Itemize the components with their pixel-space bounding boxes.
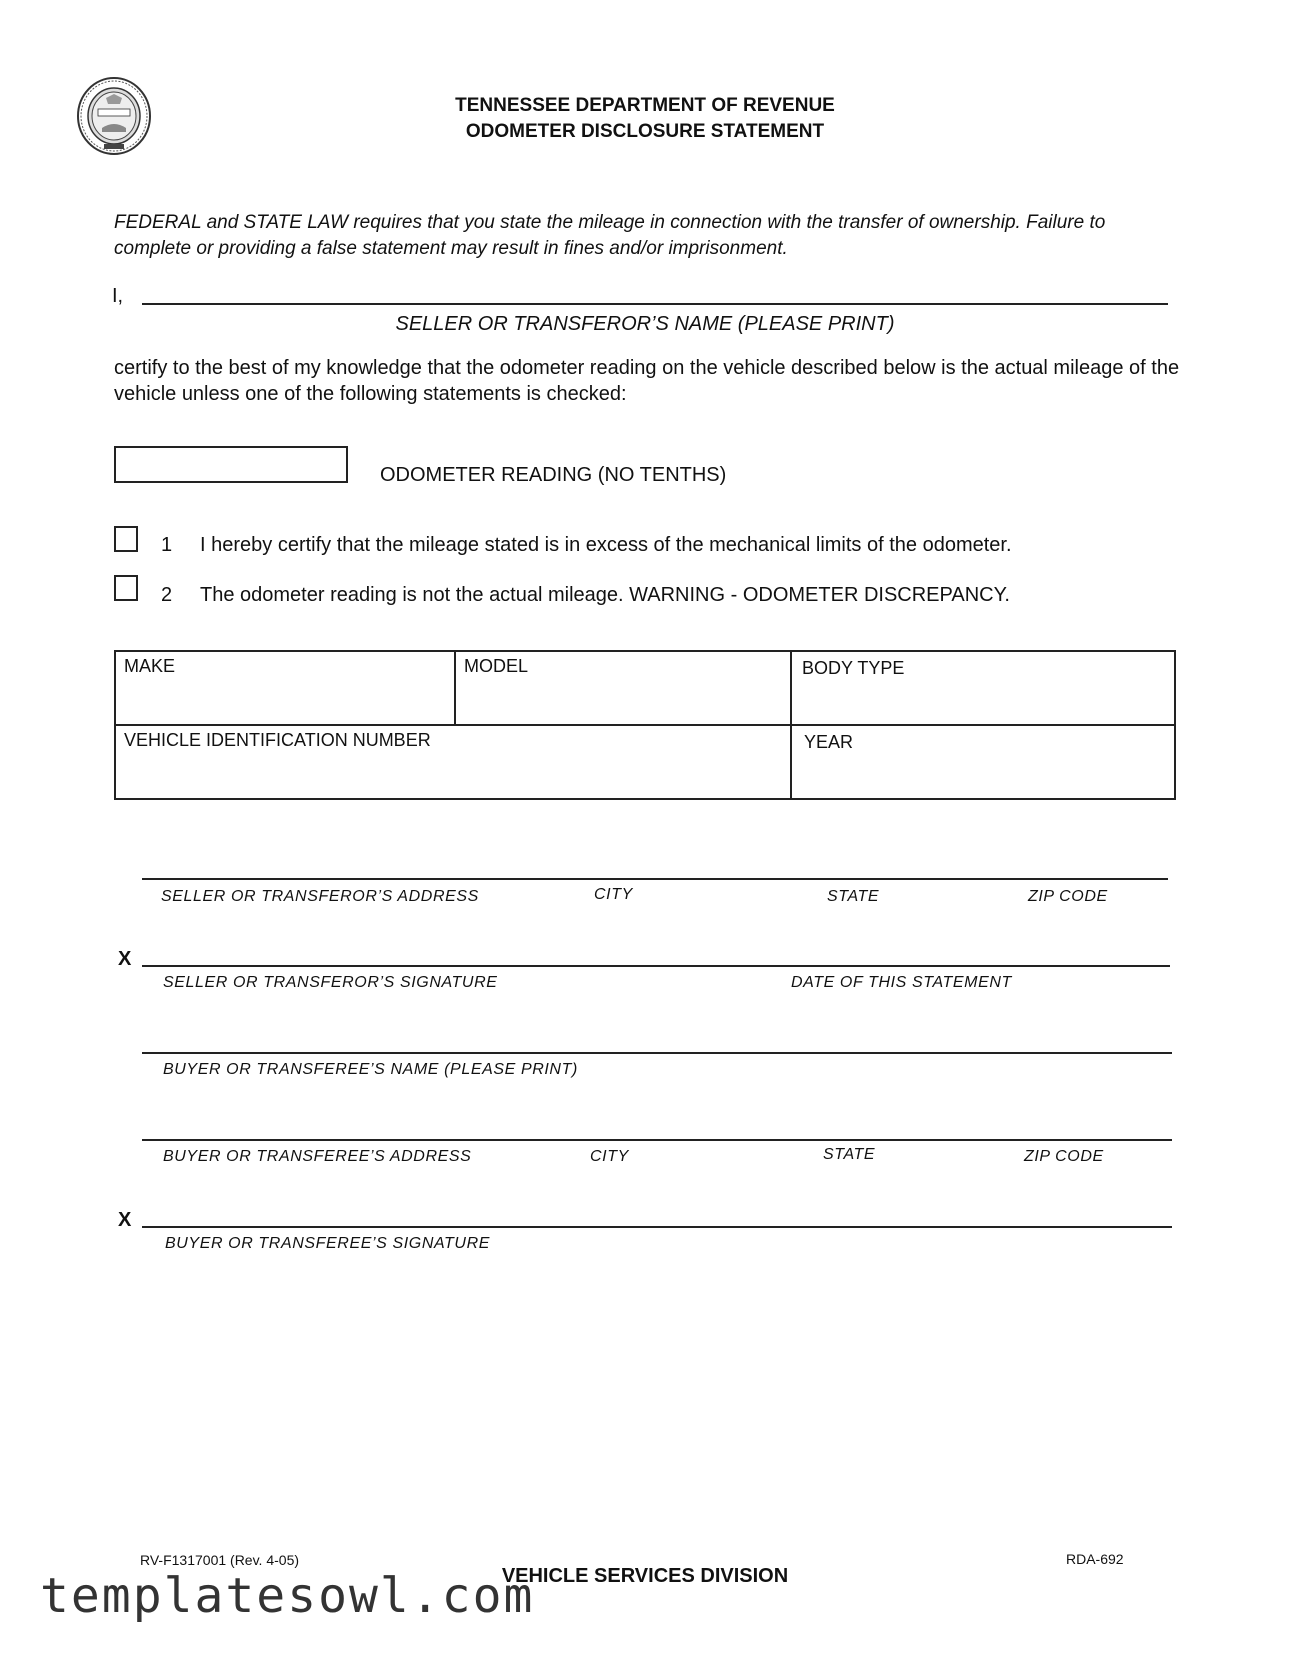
- make-cell[interactable]: [116, 652, 456, 726]
- statement-2-checkbox[interactable]: [114, 575, 138, 601]
- department-title: TENNESSEE DEPARTMENT OF REVENUE: [455, 95, 835, 116]
- model-cell[interactable]: [456, 652, 792, 726]
- body-type-label: BODY TYPE: [802, 658, 905, 678]
- buyer-zip-label: ZIP CODE: [1024, 1148, 1104, 1165]
- buyer-city-label: CITY: [590, 1148, 629, 1165]
- watermark: templatesowl.com: [40, 1568, 535, 1624]
- make-label: MAKE: [124, 656, 176, 676]
- buyer-signature-x: X: [118, 1209, 132, 1231]
- vin-cell[interactable]: [116, 726, 792, 798]
- buyer-name-line[interactable]: [142, 1052, 1172, 1054]
- seller-address-label: SELLER OR TRANSFEROR’S ADDRESS: [161, 888, 479, 905]
- seller-signature-x: X: [118, 948, 132, 970]
- vehicle-info-table: [114, 650, 1176, 800]
- seller-signature-label: SELLER OR TRANSFEROR’S SIGNATURE: [163, 974, 498, 991]
- model-label: MODEL: [464, 656, 529, 676]
- year-cell[interactable]: [792, 726, 1174, 798]
- form-number: RV-F1317001 (Rev. 4-05): [140, 1552, 300, 1568]
- statement-2-text: The odometer reading is not the actual mileage. WARNING - ODOMETER DISCREPANCY.: [200, 584, 1010, 606]
- seller-signature-line[interactable]: [142, 965, 1170, 967]
- buyer-signature-line[interactable]: [142, 1226, 1172, 1228]
- statement-2-number: 2: [161, 584, 173, 606]
- buyer-name-label: BUYER OR TRANSFEREE’S NAME (PLEASE PRINT): [163, 1061, 578, 1078]
- division-name: VEHICLE SERVICES DIVISION: [501, 1565, 789, 1587]
- seller-zip-label: ZIP CODE: [1028, 888, 1108, 905]
- seller-name-caption: SELLER OR TRANSFEROR’S NAME (PLEASE PRINT): [395, 313, 895, 335]
- rda-number: RDA-692: [1066, 1551, 1124, 1567]
- seller-prefix: I,: [112, 285, 124, 307]
- buyer-address-line[interactable]: [142, 1139, 1172, 1141]
- body-type-cell[interactable]: [792, 652, 1174, 726]
- seller-address-line[interactable]: [142, 878, 1168, 880]
- seller-city-label: CITY: [594, 886, 633, 903]
- buyer-state-label: STATE: [823, 1146, 876, 1163]
- buyer-signature-label: BUYER OR TRANSFEREE’S SIGNATURE: [165, 1235, 491, 1252]
- statement-date-label: DATE OF THIS STATEMENT: [791, 974, 1012, 991]
- statement-1-number: 1: [161, 534, 173, 556]
- seller-state-label: STATE: [827, 888, 880, 905]
- certify-text: certify to the best of my knowledge that the odometer reading on the vehicle described below is the actual mileage of the vehicle unless one of the following statements is checked:: [114, 357, 1180, 405]
- statement-1-checkbox[interactable]: [114, 526, 138, 552]
- buyer-address-label: BUYER OR TRANSFEREE’S ADDRESS: [163, 1148, 472, 1165]
- vin-label: VEHICLE IDENTIFICATION NUMBER: [124, 730, 431, 750]
- statement-1-text: I hereby certify that the mileage stated is in excess of the mechanical limits of the odometer.: [200, 534, 1012, 556]
- odometer-reading-input[interactable]: [114, 446, 348, 483]
- year-label: YEAR: [804, 732, 854, 752]
- seller-name-line[interactable]: [142, 303, 1168, 305]
- odometer-reading-label: ODOMETER READING (NO TENTHS): [380, 464, 727, 486]
- form-title: ODOMETER DISCLOSURE STATEMENT: [465, 121, 825, 142]
- legal-notice: FEDERAL and STATE LAW requires that you state the mileage in connection with the transfer of ownership. Failure to complete or providing a false statement may result in fines and/or imprisonment.: [114, 212, 1106, 259]
